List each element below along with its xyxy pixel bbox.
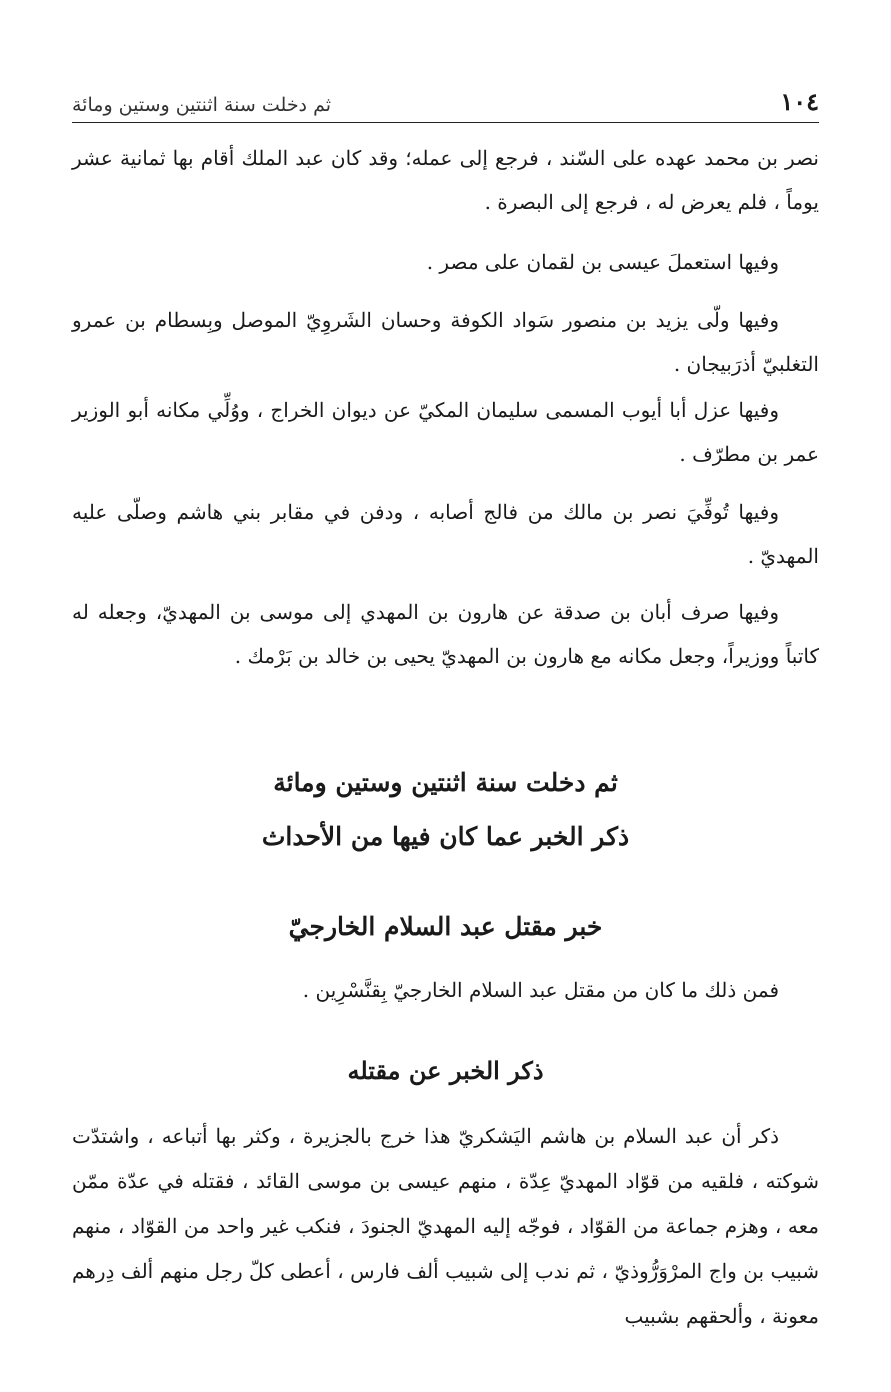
running-title: ثم دخلت سنة اثنتين وستين ومائة bbox=[72, 94, 331, 116]
section-heading: خبر مقتل عبد السلام الخارجيّ bbox=[288, 912, 603, 941]
paragraph: وفيها عزل أبا أيوب المسمى سليمان المكيّ عن ديوان الخراج ، ووُلِّي مكانه أبو الوزير عمر بن مطرّف . bbox=[72, 398, 819, 466]
page-number: ١٠٤ bbox=[780, 87, 819, 116]
events-heading: ذكر الخبر عما كان فيها من الأحداث bbox=[261, 822, 630, 851]
paragraph: وفيها ولّى يزيد بن منصور سَواد الكوفة وحسان الشَروِيّ الموصل وبِسطام بن عمرو التغلبيّ أذرَبيجان . bbox=[72, 308, 819, 376]
subsection-heading: ذكر الخبر عن مقتله bbox=[347, 1056, 544, 1085]
paragraph: وفيها صرف أبان بن صدقة عن هارون بن المهدي إلى موسى بن المهديّ، وجعله له كاتباً ووزيراً، وجعل مكانه مع هارون بن المهديّ يحيى بن خالد بن بَرْمك . bbox=[72, 600, 819, 668]
running-header bbox=[72, 80, 819, 116]
paragraph-continued: نصر بن محمد عهده على السّند ، فرجع إلى عمله؛ وقد كان عبد الملك أقام بها ثمانية عشر يوماً ، فلم يعرض له ، فرجع إلى البصرة . bbox=[72, 146, 819, 214]
paragraph: ذكر أن عبد السلام بن هاشم اليَشكريّ هذا خرج بالجزيرة ، وكثر بها أتباعه ، واشتدّت شوكته ، فلقيه من قوّاد المهديّ عِدّة ، منهم عيسى بن موسى القائد ، فقتله في عدّة ممّن معه ، وهزم جماعة من القوّاد ، فوجّه إليه المهديّ الجنودَ ، فنكب غير واحد من القوّاد ، منهم شبيب بن واج المرْوَرُّوذيّ ، ثم ندب إلى شبيب ألف فارس ، أعطى كلّ رجل منهم ألف دِرهم معونة ، وألحقهم بشبيب bbox=[72, 1124, 819, 1328]
paragraph: فمن ذلك ما كان من مقتل عبد السلام الخارجيّ بِقنَّسْرِين . bbox=[302, 978, 779, 1002]
year-heading: ثم دخلت سنة اثنتين وستين ومائة bbox=[273, 768, 618, 797]
header-divider bbox=[72, 122, 819, 123]
paragraph: وفيها تُوفِّيَ نصر بن مالك من فالج أصابه ، ودفن في مقابر بني هاشم وصلّى عليه المهديّ . bbox=[72, 500, 819, 568]
paragraph: وفيها استعملَ عيسى بن لقمان على مصر . bbox=[426, 250, 779, 274]
